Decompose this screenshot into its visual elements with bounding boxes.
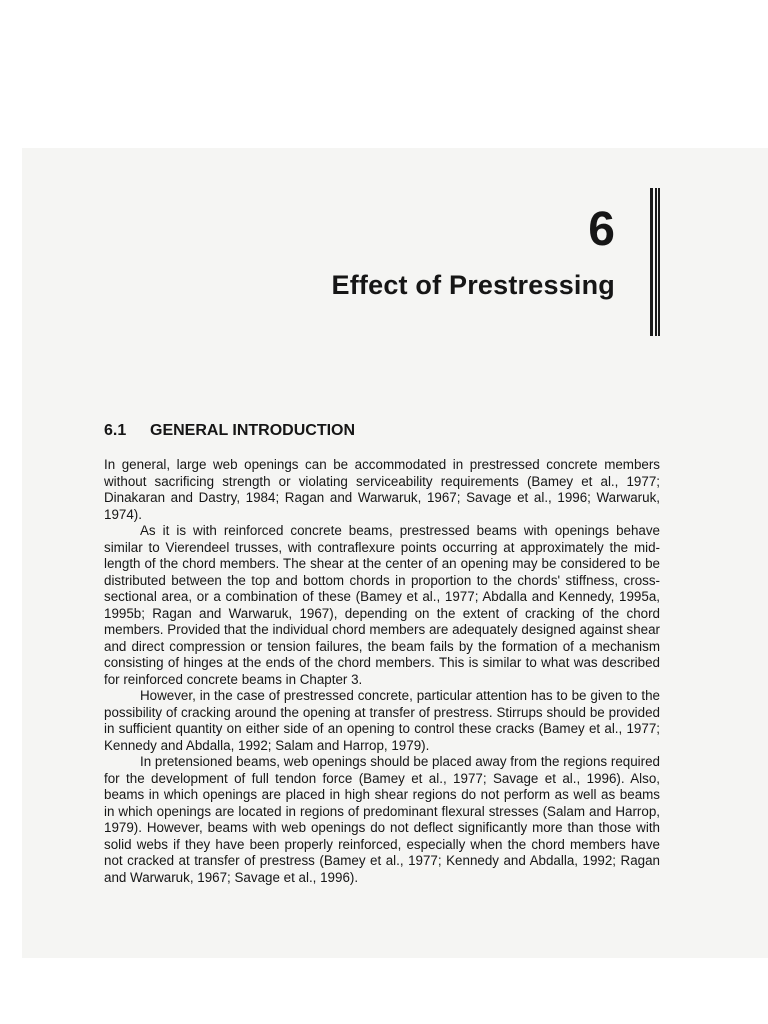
edge-bar (650, 188, 653, 336)
section-title: GENERAL INTRODUCTION (150, 422, 356, 439)
chapter-title: Effect of Prestressing (331, 270, 615, 300)
edge-bar (655, 188, 657, 336)
paragraph: In pretensioned beams, web openings should be placed away from the regions required for the development of full tendon force (Bamey et al., 1977; Savage et al., 1996). Also, beams in which openings are placed in high shear regions do not perform as well as beams in which openings are located in regions of predominant flexural stresses (Salam and Harrop, 1979). However, beams with web openings do not deflect significantly more than those with solid webs if they have been properly reinforced, especially when the chord members have not cracked at transfer of prestress (Bamey et al., 1977; Kennedy and Abdalla, 1992; Ragan and Warwaruk, 1967; Savage et al., 1996). (104, 754, 660, 885)
section-number: 6.1 (104, 422, 127, 439)
body-text (104, 457, 660, 886)
section-heading (104, 422, 355, 440)
paragraph: As it is with reinforced concrete beams, prestressed beams with openings behave similar to Vierendeel trusses, with contraflexure points occurring at approximately the mid-length of the chord members. The shear at the center of an opening may be considered to be distributed between the top and bottom chords in proportion to the chords' stiffness, cross-sectional area, or a combination of these (Bamey et al., 1977; Abdalla and Kennedy, 1995a, 1995b; Ragan and Warwaruk, 1967), depending on the extent of cracking of the chord members. Provided that the individual chord members are adequately designed against shear and direct compression or tension failures, the beam fails by the formation of a mechanism consisting of hinges at the ends of the chord members. This is similar to what was described for reinforced concrete beams in Chapter 3. (104, 523, 660, 687)
paragraph: In general, large web openings can be accommodated in prestressed concrete members without sacrificing strength or violating serviceability requirements (Bamey et al., 1977; Dinakaran and Dastry, 1984; Ragan and Warwaruk, 1967; Savage et al., 1996; Warwaruk, 1974). (104, 457, 660, 522)
chapter-edge-bars (650, 188, 660, 336)
paragraph: However, in the case of prestressed concrete, particular attention has to be given to the possibility of cracking around the opening at transfer of prestress. Stirrups should be provided in sufficient quantity on either side of an opening to control these cracks (Bamey et al., 1977; Kennedy and Abdalla, 1992; Salam and Harrop, 1979). (104, 688, 660, 753)
edge-bar (658, 188, 660, 336)
chapter-number: 6 (588, 203, 615, 256)
